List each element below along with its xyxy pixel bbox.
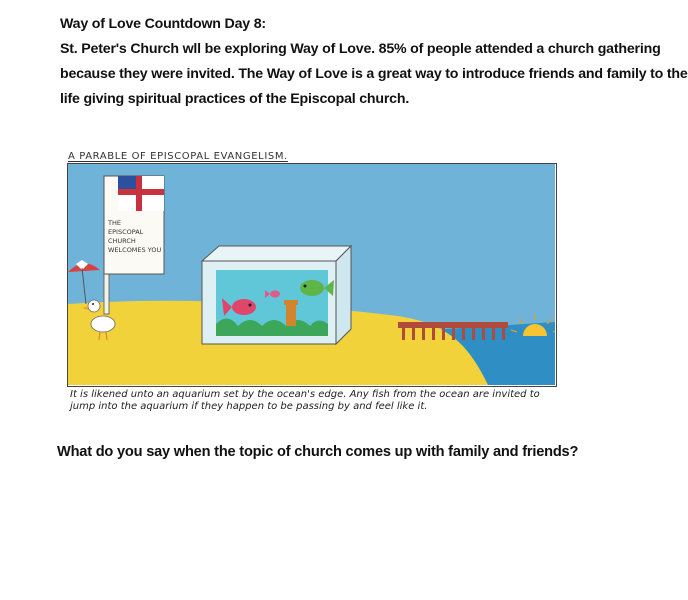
sign-line-2: EPISCOPAL: [108, 228, 144, 236]
post-text: [60, 12, 688, 112]
discussion-question: What do you say when the topic of church comes up with family and friends?: [57, 444, 579, 460]
caption-line-1: It is likened unto an aquarium set by the ocean's edge. Any fish from the ocean are invited to: [70, 389, 540, 400]
comic-illustration: [67, 163, 557, 387]
post-body-line-1: St. Peter's Church wll be exploring Way of Love. 85% of people attended a church gathering: [60, 41, 661, 57]
comic-caption: [70, 389, 570, 413]
post-heading: Way of Love Countdown Day 8:: [60, 16, 266, 32]
comic-title: A PARABLE OF EPISCOPAL EVANGELISM.: [68, 151, 288, 162]
episcopal-flag-icon: [118, 176, 164, 211]
comic-scene: [68, 164, 555, 385]
sign-line-1: THE: [108, 219, 121, 227]
castle-icon: [284, 300, 298, 326]
aquarium: [202, 246, 351, 344]
caption-line-2: jump into the aquarium if they happen to be passing by and feel like it.: [70, 401, 428, 412]
sign-line-4: WELCOMES YOU: [108, 246, 162, 254]
sign-line-3: CHURCH: [108, 237, 136, 245]
post-body-line-3: life giving spiritual practices of the Episcopal church.: [60, 91, 410, 107]
post-body-line-2: because they were invited. The Way of Love is a great way to introduce friends and family to the: [60, 66, 688, 82]
